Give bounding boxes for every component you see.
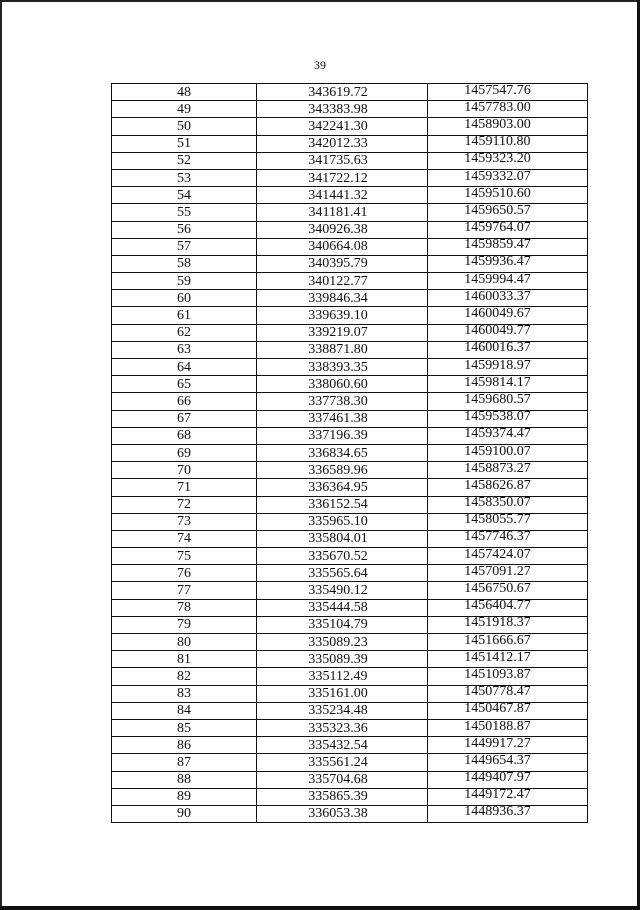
y-coordinate-value: 1459814.17 (464, 375, 531, 390)
x-coordinate-cell (257, 307, 428, 324)
y-coordinate-value: 1459110.80 (464, 135, 531, 150)
x-coordinate-cell (257, 668, 428, 685)
y-coordinate-value: 1459764.07 (464, 221, 531, 236)
table-row (112, 238, 588, 255)
x-coordinate-value: 341441.32 (308, 187, 368, 203)
point-number-cell: 74 (112, 530, 257, 547)
table-row (112, 169, 588, 186)
point-number-cell: 54 (112, 187, 257, 204)
x-coordinate-value: 343619.72 (308, 84, 368, 100)
point-number-cell: 76 (112, 565, 257, 582)
table-row (112, 702, 588, 719)
y-coordinate-value: 1459538.07 (464, 410, 531, 425)
x-coordinate-cell (257, 565, 428, 582)
y-coordinate-value: 1460033.37 (464, 289, 531, 304)
x-coordinate-value: 336589.96 (308, 462, 368, 478)
table-row (112, 376, 588, 393)
x-coordinate-value: 335323.36 (308, 720, 368, 736)
y-coordinate-cell (428, 651, 588, 668)
table-row (112, 101, 588, 118)
x-coordinate-cell (257, 582, 428, 599)
x-coordinate-value: 339219.07 (308, 325, 368, 341)
y-coordinate-value: 1459936.47 (464, 255, 531, 270)
point-number-cell: 71 (112, 479, 257, 496)
y-coordinate-cell (428, 135, 588, 152)
y-coordinate-value: 1459332.07 (464, 169, 531, 184)
point-number-cell: 72 (112, 496, 257, 513)
x-coordinate-cell (257, 341, 428, 358)
x-coordinate-value: 341722.12 (308, 170, 368, 186)
y-coordinate-cell (428, 444, 588, 461)
y-coordinate-value: 1457091.27 (464, 564, 531, 579)
table-row (112, 771, 588, 788)
point-number-cell: 55 (112, 204, 257, 221)
x-coordinate-cell (257, 221, 428, 238)
x-coordinate-cell (257, 255, 428, 272)
point-number-cell: 57 (112, 238, 257, 255)
y-coordinate-cell (428, 152, 588, 169)
y-coordinate-cell (428, 565, 588, 582)
table-row (112, 324, 588, 341)
y-coordinate-value: 1449172.47 (464, 788, 531, 803)
x-coordinate-cell (257, 84, 428, 101)
y-coordinate-value: 1459918.97 (464, 358, 531, 373)
x-coordinate-cell (257, 616, 428, 633)
x-coordinate-value: 340664.08 (308, 239, 368, 255)
y-coordinate-cell (428, 668, 588, 685)
x-coordinate-value: 335561.24 (308, 754, 368, 770)
y-coordinate-cell (428, 719, 588, 736)
y-coordinate-value: 1451412.17 (464, 650, 531, 665)
y-coordinate-value: 1457783.00 (464, 100, 531, 115)
x-coordinate-cell (257, 444, 428, 461)
table-row (112, 599, 588, 616)
table-row (112, 805, 588, 822)
table-row (112, 84, 588, 101)
y-coordinate-value: 1450188.87 (464, 719, 531, 734)
point-number-cell: 79 (112, 616, 257, 633)
point-number-cell: 84 (112, 702, 257, 719)
x-coordinate-value: 335112.49 (308, 668, 368, 684)
y-coordinate-cell (428, 513, 588, 530)
x-coordinate-cell (257, 359, 428, 376)
y-coordinate-cell (428, 496, 588, 513)
point-number-cell: 51 (112, 135, 257, 152)
y-coordinate-cell (428, 462, 588, 479)
point-number-cell: 69 (112, 444, 257, 461)
table-row (112, 565, 588, 582)
x-coordinate-cell (257, 238, 428, 255)
table-row (112, 410, 588, 427)
point-number-cell: 66 (112, 393, 257, 410)
y-coordinate-cell (428, 307, 588, 324)
y-coordinate-cell (428, 771, 588, 788)
x-coordinate-value: 336053.38 (308, 806, 368, 822)
point-number-cell: 73 (112, 513, 257, 530)
point-number-cell: 52 (112, 152, 257, 169)
y-coordinate-value: 1456404.77 (464, 599, 531, 614)
y-coordinate-cell (428, 530, 588, 547)
y-coordinate-cell (428, 410, 588, 427)
coordinate-table (111, 83, 588, 823)
x-coordinate-value: 340122.77 (308, 273, 368, 289)
point-number-cell: 50 (112, 118, 257, 135)
y-coordinate-value: 1457424.07 (464, 547, 531, 562)
x-coordinate-cell (257, 513, 428, 530)
y-coordinate-cell (428, 737, 588, 754)
point-number-cell: 62 (112, 324, 257, 341)
point-number-cell: 64 (112, 359, 257, 376)
y-coordinate-value: 1460016.37 (464, 341, 531, 356)
y-coordinate-cell (428, 702, 588, 719)
point-number-cell: 63 (112, 341, 257, 358)
x-coordinate-cell (257, 548, 428, 565)
y-coordinate-value: 1459323.20 (464, 152, 531, 167)
table-row (112, 255, 588, 272)
x-coordinate-cell (257, 702, 428, 719)
y-coordinate-value: 1450778.47 (464, 685, 531, 700)
x-coordinate-value: 338871.80 (308, 342, 368, 358)
y-coordinate-value: 1456750.67 (464, 581, 531, 597)
x-coordinate-value: 335670.52 (308, 548, 368, 564)
x-coordinate-cell (257, 187, 428, 204)
y-coordinate-cell (428, 255, 588, 272)
x-coordinate-cell (257, 805, 428, 822)
point-number-cell: 67 (112, 410, 257, 427)
y-coordinate-cell (428, 393, 588, 410)
y-coordinate-cell (428, 84, 588, 101)
y-coordinate-value: 1459100.07 (464, 444, 531, 459)
y-coordinate-cell (428, 238, 588, 255)
x-coordinate-value: 335565.64 (308, 565, 368, 581)
x-coordinate-cell (257, 685, 428, 702)
point-number-cell: 56 (112, 221, 257, 238)
table-row (112, 651, 588, 668)
point-number-cell: 61 (112, 307, 257, 324)
x-coordinate-cell (257, 737, 428, 754)
point-number-cell: 90 (112, 805, 257, 822)
x-coordinate-cell (257, 152, 428, 169)
y-coordinate-cell (428, 187, 588, 204)
y-coordinate-cell (428, 221, 588, 238)
table-row (112, 462, 588, 479)
y-coordinate-value: 1449654.37 (464, 753, 531, 768)
x-coordinate-cell (257, 169, 428, 186)
x-coordinate-cell (257, 290, 428, 307)
table-row (112, 737, 588, 754)
x-coordinate-cell (257, 410, 428, 427)
y-coordinate-value: 1449407.97 (464, 771, 531, 786)
x-coordinate-value: 340926.38 (308, 222, 368, 238)
y-coordinate-value: 1451666.67 (464, 633, 531, 648)
y-coordinate-value: 1458626.87 (464, 478, 531, 493)
y-coordinate-value: 1451918.37 (464, 616, 531, 631)
point-number-cell: 75 (112, 548, 257, 565)
x-coordinate-cell (257, 324, 428, 341)
table-row (112, 719, 588, 736)
y-coordinate-value: 1449917.27 (464, 736, 531, 751)
x-coordinate-value: 335161.00 (308, 686, 368, 702)
x-coordinate-cell (257, 719, 428, 736)
table-row (112, 496, 588, 513)
y-coordinate-cell (428, 805, 588, 822)
table-row (112, 341, 588, 358)
point-number-cell: 85 (112, 719, 257, 736)
x-coordinate-value: 335965.10 (308, 514, 368, 530)
x-coordinate-value: 342012.33 (308, 136, 368, 152)
y-coordinate-cell (428, 376, 588, 393)
point-number-cell: 82 (112, 668, 257, 685)
table-row (112, 135, 588, 152)
x-coordinate-cell (257, 496, 428, 513)
y-coordinate-value: 1459650.57 (464, 203, 531, 218)
point-number-cell: 58 (112, 255, 257, 272)
y-coordinate-cell (428, 169, 588, 186)
x-coordinate-cell (257, 754, 428, 771)
point-number-cell: 77 (112, 582, 257, 599)
y-coordinate-cell (428, 118, 588, 135)
point-number-cell: 83 (112, 685, 257, 702)
table-row (112, 273, 588, 290)
table-row (112, 685, 588, 702)
page-number: 39 (314, 58, 326, 72)
x-coordinate-value: 339846.34 (308, 290, 368, 306)
y-coordinate-cell (428, 359, 588, 376)
y-coordinate-cell (428, 427, 588, 444)
table-row (112, 359, 588, 376)
y-coordinate-cell (428, 754, 588, 771)
x-coordinate-value: 335089.23 (308, 634, 368, 650)
table-row (112, 479, 588, 496)
table-row (112, 221, 588, 238)
y-coordinate-value: 1460049.67 (464, 306, 531, 322)
y-coordinate-value: 1459680.57 (464, 392, 531, 407)
table-row (112, 307, 588, 324)
x-coordinate-value: 339639.10 (308, 308, 368, 324)
x-coordinate-cell (257, 634, 428, 651)
y-coordinate-value: 1457746.37 (464, 530, 531, 545)
table-row (112, 548, 588, 565)
y-coordinate-cell (428, 324, 588, 341)
y-coordinate-cell (428, 273, 588, 290)
y-coordinate-value: 1458055.77 (464, 513, 531, 528)
table-row (112, 530, 588, 547)
point-number-cell: 86 (112, 737, 257, 754)
y-coordinate-value: 1459859.47 (464, 238, 531, 253)
table-row (112, 513, 588, 530)
y-coordinate-value: 1450467.87 (464, 702, 531, 717)
y-coordinate-value: 1458873.27 (464, 461, 531, 476)
y-coordinate-cell (428, 341, 588, 358)
y-coordinate-cell (428, 582, 588, 599)
y-coordinate-cell (428, 788, 588, 805)
table-row (112, 204, 588, 221)
x-coordinate-cell (257, 427, 428, 444)
point-number-cell: 88 (112, 771, 257, 788)
x-coordinate-value: 336364.95 (308, 479, 368, 495)
point-number-cell: 48 (112, 84, 257, 101)
y-coordinate-value: 1458903.00 (464, 117, 531, 132)
x-coordinate-cell (257, 135, 428, 152)
x-coordinate-cell (257, 530, 428, 547)
x-coordinate-value: 337738.30 (308, 393, 368, 409)
x-coordinate-cell (257, 651, 428, 668)
x-coordinate-value: 335704.68 (308, 772, 368, 788)
x-coordinate-cell (257, 376, 428, 393)
x-coordinate-value: 338393.35 (308, 359, 368, 375)
x-coordinate-value: 336834.65 (308, 445, 368, 461)
table-row (112, 668, 588, 685)
scan-edge-bottom (0, 906, 640, 910)
y-coordinate-cell (428, 634, 588, 651)
y-coordinate-cell (428, 204, 588, 221)
y-coordinate-value: 1458350.07 (464, 496, 531, 511)
x-coordinate-value: 335490.12 (308, 583, 368, 599)
x-coordinate-value: 335444.58 (308, 600, 368, 616)
table-row (112, 754, 588, 771)
y-coordinate-cell (428, 101, 588, 118)
point-number-cell: 49 (112, 101, 257, 118)
x-coordinate-value: 335089.39 (308, 651, 368, 667)
point-number-cell: 65 (112, 376, 257, 393)
table-row (112, 393, 588, 410)
x-coordinate-cell (257, 462, 428, 479)
x-coordinate-cell (257, 479, 428, 496)
x-coordinate-value: 342241.30 (308, 118, 368, 134)
table-row (112, 444, 588, 461)
x-coordinate-value: 335432.54 (308, 737, 368, 753)
x-coordinate-cell (257, 118, 428, 135)
x-coordinate-value: 335865.39 (308, 789, 368, 805)
x-coordinate-value: 336152.54 (308, 497, 368, 513)
x-coordinate-value: 337461.38 (308, 411, 368, 427)
y-coordinate-cell (428, 599, 588, 616)
point-number-cell: 80 (112, 634, 257, 651)
y-coordinate-value: 1457547.76 (464, 83, 531, 98)
y-coordinate-cell (428, 479, 588, 496)
table-row (112, 616, 588, 633)
table-row (112, 788, 588, 805)
x-coordinate-cell (257, 393, 428, 410)
x-coordinate-cell (257, 273, 428, 290)
table-row (112, 634, 588, 651)
y-coordinate-cell (428, 548, 588, 565)
x-coordinate-value: 335804.01 (308, 531, 368, 547)
point-number-cell: 53 (112, 169, 257, 186)
x-coordinate-cell (257, 788, 428, 805)
y-coordinate-cell (428, 685, 588, 702)
table-row (112, 290, 588, 307)
y-coordinate-value: 1451093.87 (464, 667, 531, 682)
table-row (112, 118, 588, 135)
x-coordinate-value: 338060.60 (308, 376, 368, 392)
x-coordinate-cell (257, 101, 428, 118)
y-coordinate-cell (428, 616, 588, 633)
y-coordinate-value: 1460049.77 (464, 324, 531, 339)
x-coordinate-value: 341735.63 (308, 153, 368, 169)
x-coordinate-value: 343383.98 (308, 101, 368, 117)
point-number-cell: 59 (112, 273, 257, 290)
x-coordinate-value: 337196.39 (308, 428, 368, 444)
point-number-cell: 68 (112, 427, 257, 444)
table-row (112, 582, 588, 599)
x-coordinate-value: 335104.79 (308, 617, 368, 633)
x-coordinate-value: 335234.48 (308, 703, 368, 719)
point-number-cell: 78 (112, 599, 257, 616)
table-row (112, 187, 588, 204)
x-coordinate-cell (257, 771, 428, 788)
x-coordinate-value: 340395.79 (308, 256, 368, 272)
y-coordinate-value: 1459510.60 (464, 186, 531, 201)
point-number-cell: 87 (112, 754, 257, 771)
table-row (112, 427, 588, 444)
x-coordinate-cell (257, 599, 428, 616)
table-row (112, 152, 588, 169)
y-coordinate-value: 1459994.47 (464, 272, 531, 287)
x-coordinate-value: 341181.41 (308, 204, 368, 220)
point-number-cell: 70 (112, 462, 257, 479)
point-number-cell: 89 (112, 788, 257, 805)
y-coordinate-value: 1459374.47 (464, 427, 531, 442)
coordinate-table-body (112, 84, 588, 823)
y-coordinate-cell (428, 290, 588, 307)
x-coordinate-cell (257, 204, 428, 221)
point-number-cell: 81 (112, 651, 257, 668)
point-number-cell: 60 (112, 290, 257, 307)
y-coordinate-value: 1448936.37 (464, 805, 531, 820)
